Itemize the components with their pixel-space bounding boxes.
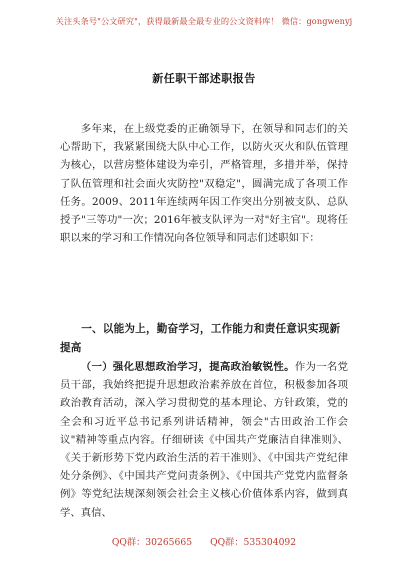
subsection-heading: （一）强化思想政治学习，提高政治敏锐性。	[80, 361, 295, 373]
footer-qq-group-1: QQ群：30265665	[111, 537, 193, 548]
subsection-paragraph	[60, 358, 348, 522]
intro-paragraph: 多年来，在上级党委的正确领导下，在领导和同志们的关心帮助下，我紧紧围绕大队中心工作，以防火灭火和队伍管理为核心，以营房整体建设为牵引，严格管理，多措并举，保持了队伍管理和社会面火灾防控"双稳定"，圆满完成了各项工作任务。2009、2011年连续两年因工作突出分别被支队、总队授予"三等功"一次；2016年被支队评为一对"好主官"。现将任职以来的学习和工作情况向各位领导和同志们述职如下：	[60, 123, 348, 245]
header-banner: 关注头条号"公文研究"，获得最新最全最专业的公文资料库！ 微信：gongwenyj	[55, 16, 353, 26]
section-heading: 一、以能为上，勤奋学习，工作能力和责任意识实现新提高	[60, 323, 341, 354]
footer-qq-group-2: QQ群：535304092	[210, 537, 297, 548]
subsection-body: 作为一名党员干部，我始终把提升思想政治素养放在首位，积极参加各项政治教育活动，深入学习贯彻党的基本理论、方针政策，党的全会和习近平总书记系列讲话精神，领会"古田政治工作会议"精神等重点内容。仔细研读《中国共产党廉洁自律准则》、《关于新形势下党内政治生活的若干准则》、《中国共产党纪律处分条例》、《中国共产党问责条例》、《中国共产党党内监督条例》等党纪法规深刻领会社会主义核心价值体系内容，做到真学、真信、	[60, 361, 349, 519]
footer	[0, 534, 408, 548]
document-title: 新任职干部述职报告	[152, 72, 256, 85]
